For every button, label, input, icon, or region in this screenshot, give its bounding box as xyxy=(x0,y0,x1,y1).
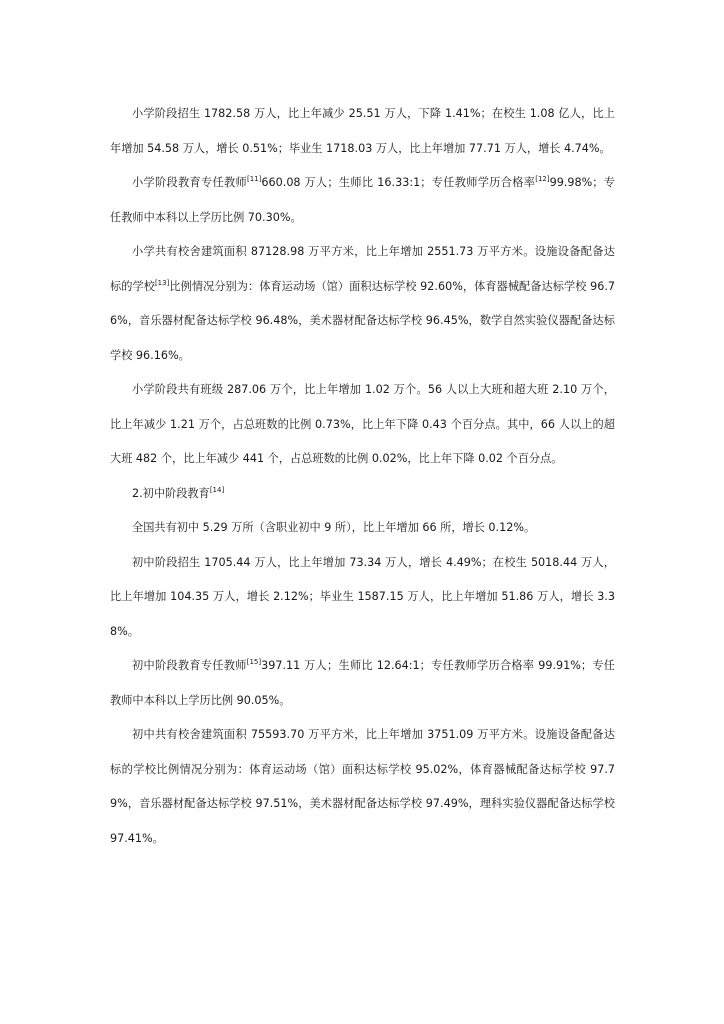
footnote-reference[interactable]: [12] xyxy=(535,175,550,183)
paragraph-text: 初中共有校舍建筑面积 75593.70 万平方米，比上年增加 3751.09 万平方米。设施设备配备达标的学校比例情况分别为：体育运动场（馆）面积达标学校 95.02%，体育器械配备达标学校 97.79%，音乐器材配备达标学校 97.51%，美术器材配备达标学校 97.49%，理科实验仪器配备达标学校 97.41%。 xyxy=(110,728,615,845)
footnote-reference[interactable]: [14] xyxy=(209,485,225,494)
junior-section-heading xyxy=(110,477,615,512)
paragraph-text: 小学阶段共有班级 287.06 万个，比上年增加 1.02 万个。56 人以上大班和超大班 2.10 万个，比上年减少 1.21 万个，占总班数的比例 0.73%，比上年下降 0.43 个百分点。其中，66 人以上的超大班 482 个，比上年减少 441 个，占总班数的比例 0.02%，比上年下降 0.02 个百分点。 xyxy=(110,383,615,465)
paragraph-text: 99.98%；专任教师中本科以上学历比例 70.30%。 xyxy=(110,176,615,224)
primary-facilities-paragraph xyxy=(110,235,615,373)
footnote-reference[interactable]: [15] xyxy=(246,658,262,666)
paragraph-text: 全国共有初中 5.29 万所（含职业初中 9 所），比上年增加 66 所，增长 0.12%。 xyxy=(132,521,536,534)
primary-classes-paragraph xyxy=(110,373,615,477)
junior-teachers-paragraph xyxy=(110,649,615,718)
paragraph-text: 小学共有校舍建筑面积 87128.98 万平方米，比上年增加 2551.73 万平方米。设施设备配备达标的学校 xyxy=(110,245,615,293)
primary-teachers-paragraph xyxy=(110,166,615,235)
junior-enrollment-paragraph xyxy=(110,546,615,650)
paragraph-text: 初中阶段教育专任教师 xyxy=(132,659,247,672)
junior-facilities-paragraph xyxy=(110,718,615,856)
paragraph-text: 2.初中阶段教育 xyxy=(132,486,210,500)
paragraph-text: 比例情况分别为：体育运动场（馆）面积达标学校 92.60%，体育器械配备达标学校 96.76%，音乐器材配备达标学校 96.48%，美术器材配备达标学校 96.45%，数学自然实验仪器配备达标学校 96.16%。 xyxy=(110,279,615,362)
footnote-reference[interactable]: [11] xyxy=(247,175,262,183)
junior-schools-paragraph xyxy=(110,511,615,546)
footnote-reference[interactable]: [13] xyxy=(154,278,170,287)
document-page xyxy=(110,97,615,856)
paragraph-text: 小学阶段招生 1782.58 万人，比上年减少 25.51 万人，下降 1.41%；在校生 1.08 亿人，比上年增加 54.58 万人，增长 0.51%；毕业生 1718.03 万人，比上年增加 77.71 万人，增长 4.74%。 xyxy=(110,107,615,155)
paragraph-text: 397.11 万人；生师比 12.64:1；专任教师学历合格率 99.91%；专任教师中本科以上学历比例 90.05%。 xyxy=(110,659,615,707)
paragraph-text: 小学阶段教育专任教师 xyxy=(132,176,248,189)
paragraph-text: 初中阶段招生 1705.44 万人，比上年增加 73.34 万人，增长 4.49%；在校生 5018.44 万人，比上年增加 104.35 万人，增长 2.12%；毕业生 1587.15 万人，比上年增加 51.86 万人，增长 3.38%。 xyxy=(110,555,615,638)
paragraph-text: 660.08 万人；生师比 16.33:1；专任教师学历合格率 xyxy=(261,176,536,189)
primary-enrollment-paragraph xyxy=(110,97,615,166)
